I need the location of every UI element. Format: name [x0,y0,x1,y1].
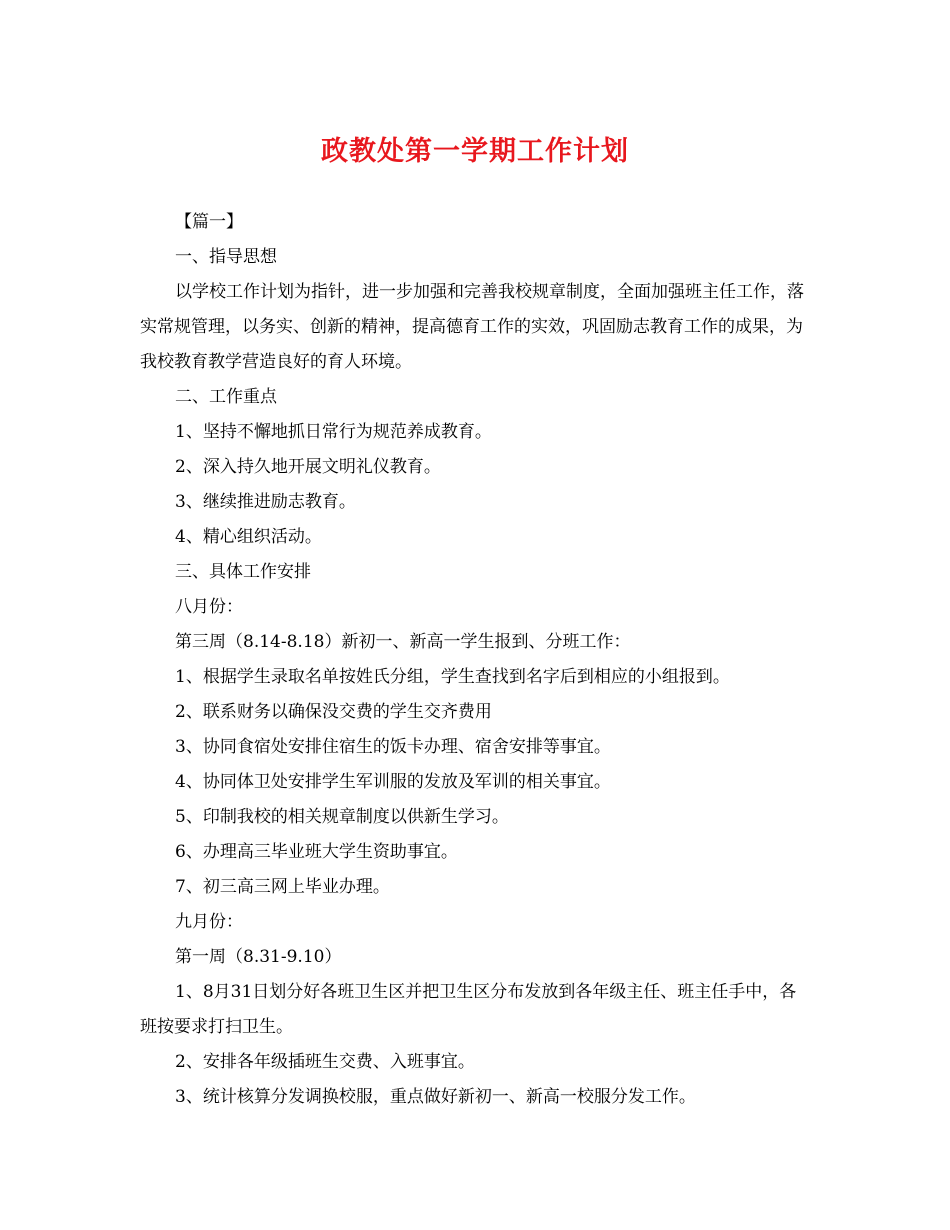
week-three-heading: 第三周（8.14-8.18）新初一、新高一学生报到、分班工作： [175,632,631,652]
week-one-heading: 第一周（8.31-9.10） [175,947,342,967]
document-title: 政教处第一学期工作计划 [321,136,629,167]
august-item-7: 7、初三高三网上毕业办理。 [175,877,390,897]
august-item-5: 5、印制我校的相关规章制度以供新生学习。 [175,807,509,827]
month-september: 九月份： [175,912,243,932]
heading-work-focus: 二、工作重点 [175,387,277,407]
september-item-3: 3、统计核算分发调换校服，重点做好新初一、新高一校服分发工作。 [175,1087,696,1107]
august-item-1: 1、根据学生录取名单按姓氏分组，学生查找到名字后到相应的小组报到。 [175,667,730,687]
focus-item-1: 1、坚持不懈地抓日常行为规范养成教育。 [175,422,492,442]
heading-work-arrangement: 三、具体工作安排 [175,562,311,582]
section-marker: 【篇一】 [175,212,243,232]
heading-guiding-ideology: 一、指导思想 [175,247,277,267]
focus-item-4: 4、精心组织活动。 [175,527,322,547]
august-item-4: 4、协同体卫处安排学生军训服的发放及军训的相关事宜。 [175,772,611,792]
focus-item-3: 3、继续推进励志教育。 [175,492,356,512]
august-item-2: 2、联系财务以确保没交费的学生交齐费用 [175,702,492,722]
paragraph-guiding-ideology: 以学校工作计划为指针，进一步加强和完善我校规章制度，全面加强班主任工作，落实常规管理，以务实、创新的精神，提高德育工作的实效，巩固励志教育工作的成果，为我校教育教学营造良好的育人环境。 [140,282,804,372]
document-body [140,205,810,1115]
focus-item-2: 2、深入持久地开展文明礼仪教育。 [175,457,441,477]
september-item-2: 2、安排各年级插班生交费、入班事宜。 [175,1052,475,1072]
august-item-6: 6、办理高三毕业班大学生资助事宜。 [175,842,458,862]
month-august: 八月份： [175,597,243,617]
september-item-1: 1、8月31日划分好各班卫生区并把卫生区分布发放到各年级主任、班主任手中，各班按要求打扫卫生。 [140,982,797,1037]
august-item-3: 3、协同食宿处安排住宿生的饭卡办理、宿舍安排等事宜。 [175,737,611,757]
